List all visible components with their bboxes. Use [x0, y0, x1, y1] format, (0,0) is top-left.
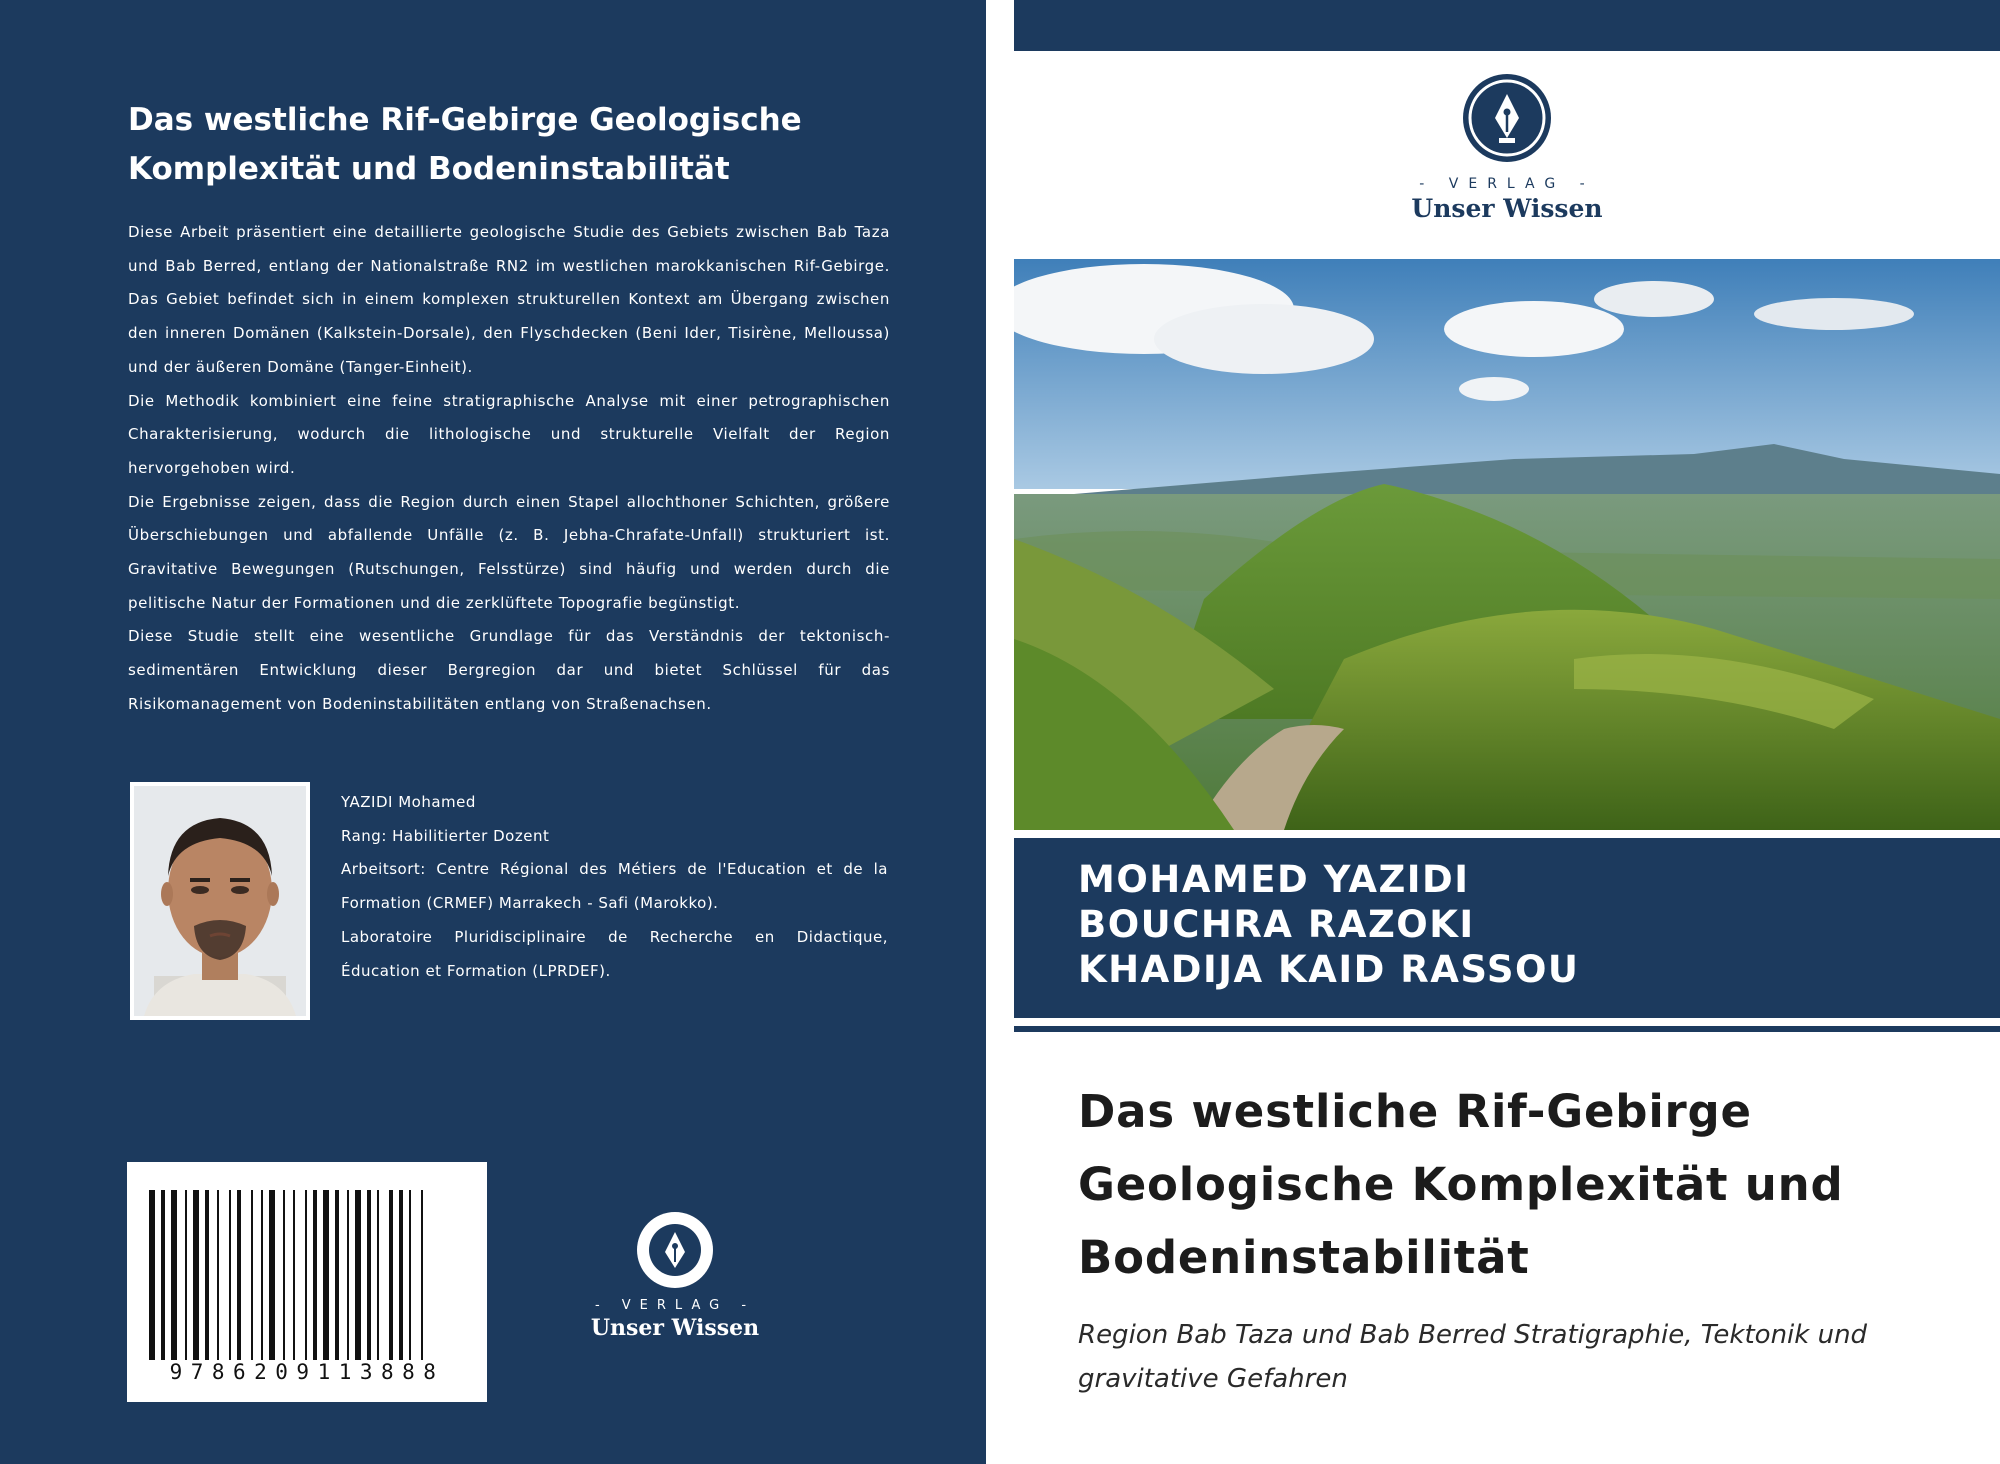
back-cover-title: Das westliche Rif-Gebirge Geologische Komplexität und Bodeninstabilität: [128, 102, 802, 187]
fountain-pen-nib-icon: [1461, 72, 1553, 164]
barcode-bar: [355, 1190, 361, 1360]
author-name: MOHAMED YAZIDI: [1078, 858, 1470, 901]
front-cover: [1014, 0, 2000, 1464]
barcode-bar: [217, 1190, 219, 1360]
subtitle-line: Region Bab Taza und Bab Berred Stratigraphie, Tektonik und: [1078, 1320, 1868, 1350]
barcode-bar: [335, 1190, 339, 1360]
barcode-bar: [269, 1190, 275, 1360]
barcode-bar: [185, 1190, 187, 1360]
subtitle-line: gravitative Gefahren: [1078, 1364, 1348, 1394]
barcode-bar: [161, 1190, 165, 1360]
barcode: [127, 1162, 487, 1362]
bio-rank: Rang: Habilitierter Dozent: [341, 826, 550, 845]
blurb-paragraph: Diese Arbeit präsentiert eine detaillierte geologische Studie des Gebiets zwischen Bab Taza und Bab Berred, entlang der Nationalstraße RN2 im westlichen marokkanischen Rif-Gebirge. Das Gebiet befindet sich in einem komplexen strukturellen Kontext am Übergang zwischen den inneren Domänen (Kalkstein-Dorsale), den Flyschdecken (Beni Ider, Tisirène, Melloussa) und der äußeren Domäne (Tanger-Einheit).: [128, 223, 890, 376]
blurb-paragraph: Diese Studie stellt eine wesentliche Grundlage für das Verständnis der tektonisch-sedimentären Entwicklung dieser Bergregion dar und bietet Schlüssel für das Risikomanagement von Bodeninstabilitäten entlang von Straßenachsen.: [128, 627, 890, 713]
blurb-paragraph: Die Ergebnisse zeigen, dass die Region durch einen Stapel allochthoner Schichten, größere Überschiebungen und abfallende Unfälle (z. B. Jebha-Chrafate-Unfall) strukturiert ist. Gravitative Bewegungen (Rutschungen, Felsstürze) sind häufig und werden durch die pelitische Natur der Formationen und die zerklüftete Topografie begünstigt.: [128, 492, 890, 612]
front-cover-title: [1078, 1075, 1978, 1294]
title-line: Geologische Komplexität und: [1078, 1158, 1844, 1211]
bio-workplace: Arbeitsort: Centre Régional des Métiers de l'Education et de la Formation (CRMEF) Marrakech - Safi (Marokko).: [341, 860, 888, 913]
barcode-bar: [261, 1190, 263, 1360]
back-logo-verlag: - VERLAG -: [594, 1298, 756, 1313]
author-name: KHADIJA KAID RASSOU: [1078, 948, 1580, 991]
barcode-bar: [293, 1190, 295, 1360]
author-bio: [341, 786, 888, 988]
title-line: Das westliche Rif-Gebirge: [1078, 1085, 1752, 1138]
front-logo-brand: Unser Wissen: [1411, 194, 1603, 223]
title-line: Bodeninstabilität: [1078, 1231, 1530, 1284]
barcode-bar: [367, 1190, 371, 1360]
isbn-barcode: [127, 1162, 487, 1402]
mountain-landscape-photo: [1014, 259, 2000, 830]
top-band: [1014, 0, 2000, 51]
authors-band: [1014, 838, 2000, 1018]
blurb: [128, 216, 890, 722]
barcode-bar: [229, 1190, 231, 1360]
back-publisher-logo: [585, 1210, 765, 1341]
barcode-bar: [389, 1190, 393, 1360]
barcode-bar: [347, 1190, 349, 1360]
front-cover-subtitle: [1078, 1313, 1978, 1401]
barcode-bar: [171, 1190, 177, 1360]
barcode-bar: [251, 1190, 253, 1360]
barcode-bar: [305, 1190, 307, 1360]
barcode-bar: [149, 1190, 155, 1360]
front-logo-verlag: - VERLAG -: [1419, 176, 1595, 192]
front-publisher-logo: [1397, 72, 1617, 223]
barcode-bar: [409, 1190, 411, 1360]
back-logo-brand: Unser Wissen: [590, 1315, 760, 1341]
barcode-bar: [283, 1190, 285, 1360]
barcode-bar: [399, 1190, 403, 1360]
blurb-paragraph: Die Methodik kombiniert eine feine stratigraphische Analyse mit einer petrographischen Charakterisierung, wodurch die lithologische und strukturelle Vielfalt der Region hervorgehoben wird.: [128, 391, 890, 477]
barcode-bar: [421, 1190, 423, 1360]
back-cover: [0, 0, 986, 1464]
fountain-pen-nib-icon: [635, 1210, 715, 1290]
barcode-bar: [313, 1190, 317, 1360]
bio-name: YAZIDI Mohamed: [341, 793, 476, 811]
author-portrait: [130, 782, 310, 1020]
barcode-bar: [193, 1190, 199, 1360]
barcode-bar: [237, 1190, 241, 1360]
barcode-bar: [323, 1190, 329, 1360]
barcode-bar: [377, 1190, 379, 1360]
bio-laboratory: Laboratoire Pluridisciplinaire de Recherche en Didactique, Éducation et Formation (LPRDEF).: [341, 927, 888, 980]
author-name: BOUCHRA RAZOKI: [1078, 903, 1475, 946]
barcode-bar: [205, 1190, 209, 1360]
isbn-number: 9786209113888: [169, 1360, 445, 1384]
divider-rule: [1014, 1026, 2000, 1032]
